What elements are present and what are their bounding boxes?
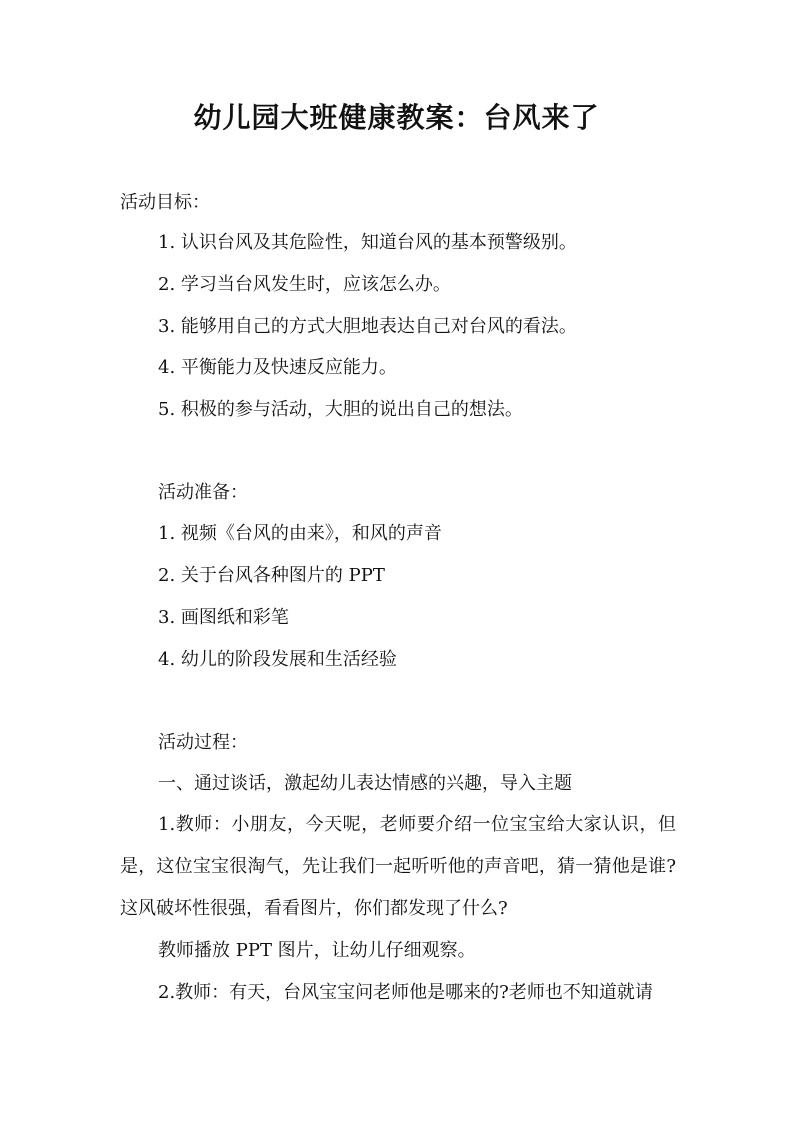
process-paragraph-3: 2.教师：有天，台风宝宝问老师他是哪来的?老师也不知道就请 xyxy=(158,982,653,1003)
process-section-1: 一、通过谈话，激起幼儿表达情感的兴趣，导入主题 xyxy=(158,773,572,794)
goal-item: 3. 能够用自己的方式大胆地表达自己对台风的看法。 xyxy=(158,316,577,337)
preparation-heading: 活动准备： xyxy=(158,482,248,503)
process-paragraph-2: 教师播放 PPT 图片，让幼儿仔细观察。 xyxy=(158,940,476,961)
goal-item: 5. 积极的参与活动，大胆的说出自己的想法。 xyxy=(158,399,523,420)
document-title: 幼儿园大班健康教案：台风来了 xyxy=(193,101,600,134)
preparation-item: 1. 视频《台风的由来》，和风的声音 xyxy=(158,523,442,544)
goal-item: 4. 平衡能力及快速反应能力。 xyxy=(158,357,397,378)
goal-item: 2. 学习当台风发生时，应该怎么办。 xyxy=(158,274,451,295)
preparation-item: 3. 画图纸和彩笔 xyxy=(158,607,289,628)
process-heading: 活动过程： xyxy=(158,732,248,753)
preparation-item: 4. 幼儿的阶段发展和生活经验 xyxy=(158,649,397,670)
process-paragraph-1: 1.教师：小朋友，今天呢，老师要介绍一位宝宝给大家认识，但是，这位宝宝很淘气，先让我们一起听听他的声音吧，猜一猜他是谁?这风破坏性很强，看看图片，你们都发现了什么? xyxy=(120,814,676,919)
preparation-item: 2. 关于台风各种图片的 PPT xyxy=(158,565,385,586)
goals-heading: 活动目标： xyxy=(120,192,210,213)
goal-item: 1. 认识台风及其危险性，知道台风的基本预警级别。 xyxy=(158,232,577,253)
